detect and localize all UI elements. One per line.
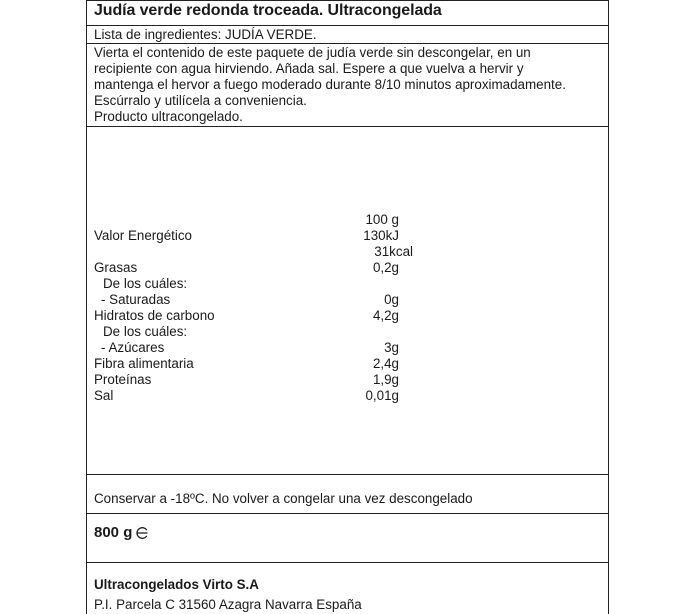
- instructions-line: Vierta el contenido de este paquete de judía verde sin descongelar, en un: [94, 45, 531, 60]
- energy-kj: 130kJ: [363, 228, 399, 243]
- instructions-line: mantenga el hervor a fuego moderado durante 8/10 minutos aproximadamente.: [94, 77, 566, 92]
- nutrient-value: 0,2g: [372, 260, 399, 275]
- storage-text: Conservar a -18ºC. No volver a congelar una vez descongelado: [94, 491, 473, 506]
- company-name: Ultracongelados Virto S.A: [94, 577, 259, 592]
- nutrient-value: 2,4g: [372, 356, 399, 371]
- net-weight: [94, 524, 149, 541]
- nutrient-label: Grasas: [94, 260, 138, 275]
- divider: [87, 43, 608, 44]
- company-address: P.I. Parcela C 31560 Azagra Navarra España: [94, 597, 362, 612]
- nutrient-label: - Saturadas: [101, 292, 171, 307]
- ingredients-text: Lista de ingredientes: JUDÍA VERDE.: [94, 27, 317, 42]
- divider: [87, 25, 608, 26]
- energy-label: Valor Energético: [94, 228, 193, 243]
- nutrient-label: - Azúcares: [101, 340, 165, 355]
- nutrient-value: 1,9g: [372, 372, 399, 387]
- nutrient-value: 0g: [384, 292, 399, 307]
- nutrient-label: De los cuáles:: [103, 276, 188, 291]
- divider: [87, 513, 608, 514]
- energy-kcal: 31kcal: [374, 244, 413, 259]
- instructions-line: Escúrralo y utilícela a conveniencia.: [94, 93, 307, 108]
- divider: [87, 126, 608, 127]
- nutrient-label: Proteínas: [94, 372, 152, 387]
- nutrition-header: 100 g: [365, 212, 399, 227]
- divider: [87, 0, 608, 1]
- nutrient-label: Fibra alimentaria: [94, 356, 194, 371]
- estimated-sign-icon: [135, 526, 149, 540]
- divider: [87, 562, 608, 563]
- instructions-line: Producto ultracongelado.: [94, 109, 243, 124]
- product-title: Judía verde redonda troceada. Ultracongelada: [94, 2, 442, 19]
- net-weight-value: 800 g: [94, 524, 133, 541]
- nutrient-value: 4,2g: [372, 308, 399, 323]
- nutrient-label: De los cuáles:: [103, 324, 188, 339]
- instructions-line: recipiente con agua hirviendo. Añada sal. Espere a que vuelva a hervir y: [94, 61, 524, 76]
- label-frame: [86, 0, 609, 614]
- nutrient-label: Hidratos de carbono: [94, 308, 215, 323]
- nutrient-value: 0,01g: [365, 388, 399, 403]
- nutrient-label: Sal: [94, 388, 114, 403]
- nutrient-value: 3g: [384, 340, 399, 355]
- divider: [87, 474, 608, 475]
